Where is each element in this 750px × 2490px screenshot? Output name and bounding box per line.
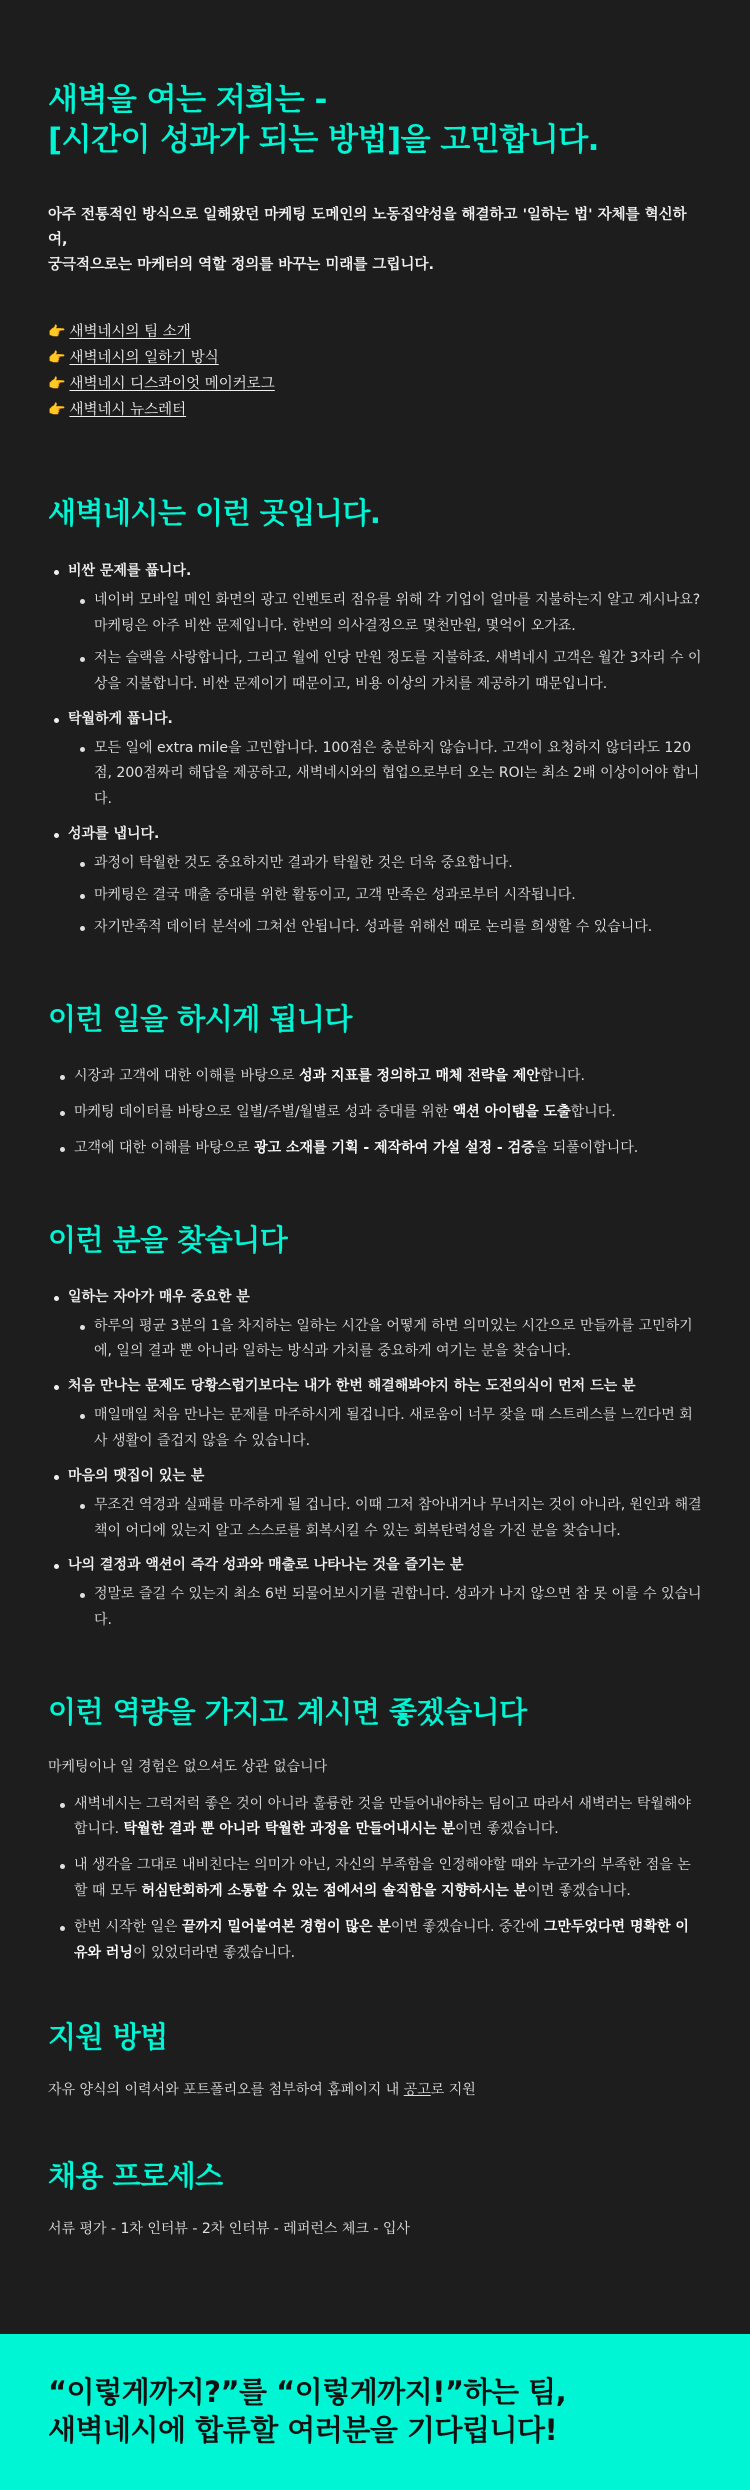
text-part: 합니다. [539,1068,585,1085]
text-part: 한번 시작한 일은 [74,1919,183,1936]
text-bold: 끝까지 밀어붙여본 경험이 많은 분 [182,1919,391,1936]
about-title: 새벽네시는 이런 곳입니다. [48,495,381,530]
list-item [74,1136,702,1162]
sub-list-item: 저는 슬랙을 사랑합니다, 그리고 월에 인당 만원 정도를 지불하죠. 새벽네시 고객은 월간 3자리 수 이상을 지불합니다. 비싼 문제이기 때문이고, 비용 이상의 가치를 제공하기 때문입니다. [94,646,702,698]
intro-line-1: 아주 전통적인 방식으로 일해왔던 마케팅 도메인의 노동집약성을 해결하고 '일하는 법' 자체를 혁신하여, [48,206,687,248]
list-item-head: 탁월하게 풉니다. [68,710,173,727]
sub-list-item: 네이버 모바일 메인 화면의 광고 인벤토리 점유를 위해 각 기업이 얼마를 지불하는지 알고 계시나요? 마케팅은 아주 비싼 문제입니다. 한번의 의사결정으로 몇천만원, 몇억이 오가죠. [94,588,702,640]
text-part: 고객에 대한 이해를 바탕으로 [74,1140,255,1157]
pointing-hand-icon: 👉 [48,349,66,366]
list-item-head: 비싼 문제를 풉니다. [68,563,192,580]
apply-title: 지원 방법 [48,2019,168,2054]
list-item [74,1792,702,1844]
list-item [68,823,702,940]
sub-list-item: 모든 일에 extra mile을 고민합니다. 100점은 충분하지 않습니다. 고객이 요청하지 않더라도 120점, 200점짜리 해답을 제공하고, 새벽네시와의 협업으로부터 오는 ROI는 최소 2배 이상이어야 합니다. [94,736,702,814]
apply-text [48,2079,702,2103]
list-item [68,560,702,697]
sub-list [68,588,702,698]
work-section [48,1001,702,1162]
text-part: 이면 좋겠습니다. [455,1821,559,1838]
link-item [48,345,702,371]
text-part: 자유 양식의 이력서와 포트폴리오를 첨부하여 홈페이지 내 [48,2081,404,2098]
text-part: 내 생각을 그대로 내비친다는 의미가 아닌, 자신의 부족함을 인정해야할 때와 누군가의 부족한 점을 논할 때 모두 [74,1857,691,1900]
text-part: 합니다. [570,1104,616,1121]
plus-title: 이런 역량을 가지고 계시면 좋겠습니다 [48,1695,527,1730]
link-item [48,319,702,345]
list-item [68,708,702,813]
text-part: 시장과 고객에 대한 이해를 바탕으로 [74,1068,300,1085]
text-bold: 탁월한 결과 뿐 아니라 탁월한 과정을 만들어내시는 분 [123,1821,456,1838]
about-list [48,560,702,940]
text-bold: 그만두었다면 명확한 이유와 러닝 [74,1919,689,1961]
list-item-head: 성과를 냅니다. [68,826,160,843]
link-item [48,397,702,423]
text-bold: 성과 지표를 정의하고 매체 전략을 제안 [299,1068,540,1085]
sub-list [68,1582,702,1634]
sub-list-item: 무조건 역경과 실패를 마주하게 될 겁니다. 이때 그저 참아내거나 무너지는 것이 아니라, 원인과 해결책이 어디에 있는지 알고 스스로를 회복시킬 수 있는 회복탄력성을 가진 분을 찾습니다. [94,1493,702,1545]
link-team-intro[interactable]: 새벽네시의 팀 소개 [69,323,191,340]
text-part: 마케팅 데이터를 바탕으로 일별/주별/월별로 성과 증대를 위한 [74,1104,453,1121]
text-part: 이면 좋겠습니다. 중간에 [390,1919,544,1936]
list-item-head: 마음의 맷집이 있는 분 [68,1467,205,1484]
footer-title [48,2374,702,2449]
list-item [68,1375,702,1455]
list-item [74,1100,702,1126]
job-posting-link[interactable]: 공고 [403,2081,431,2098]
sub-list [68,1493,702,1545]
text-part: 이 있었더라면 좋겠습니다. [132,1945,296,1961]
plus-list [48,1792,702,1967]
footer-banner [0,2334,750,2490]
sub-list [68,1403,702,1455]
sub-list-item: 마케팅은 결국 매출 증대를 위한 활동이고, 고객 만족은 성과로부터 시작됩니다. [94,883,702,909]
pointing-hand-icon: 👉 [48,375,66,392]
list-item [68,1286,702,1366]
sub-list-item: 과정이 탁월한 것도 중요하지만 결과가 탁월한 것은 더욱 중요합니다. [94,851,702,877]
intro-line-2: 궁극적으로는 마케터의 역할 정의를 바꾸는 미래를 그립니다. [48,257,434,274]
link-newsletter[interactable]: 새벽네시 뉴스레터 [69,401,187,418]
plus-section [48,1694,702,1967]
work-title: 이런 일을 하시게 됩니다 [48,1001,352,1036]
text-part: 을 되풀이합니다. [534,1140,639,1157]
intro-text [48,203,702,279]
seek-list [48,1286,702,1634]
text-part: 새벽네시는 그럭저럭 좋은 것이 아니라 훌륭한 것을 만들어내야하는 팀이고 따라서 새벽러는 탁월해야합니다. [74,1795,691,1838]
sub-list-item: 정말로 즐길 수 있는지 최소 6번 되물어보시기를 권합니다. 성과가 나지 않으면 참 못 이룰 수 있습니다. [94,1582,702,1634]
list-item-head: 나의 결정과 액션이 즉각 성과와 매출로 나타나는 것을 즐기는 분 [68,1557,464,1574]
plus-lead: 마케팅이나 일 경험은 없으셔도 상관 없습니다 [48,1758,328,1775]
footer-line-1: “이렇게까지?”를 “이렇게까지!”하는 팀, [48,2375,567,2409]
apply-section [48,2019,702,2102]
seek-section [48,1222,702,1634]
list-item-head: 처음 만나는 문제도 당황스럽기보다는 내가 한번 해결해봐야지 하는 도전의식이 먼저 드는 분 [68,1378,636,1395]
sub-list [68,1314,702,1366]
link-item [48,371,702,397]
process-section [48,2158,702,2241]
text-part: 이면 좋겠습니다. [527,1883,631,1900]
text-bold: 허심탄회하게 소통할 수 있는 점에서의 솔직함을 지향하시는 분 [141,1883,528,1900]
pointing-hand-icon: 👉 [48,401,66,418]
about-section [48,495,702,941]
list-item [74,1064,702,1090]
link-maker-log[interactable]: 새벽네시 디스콰이엇 메이커로그 [69,375,275,392]
list-item [74,1915,702,1967]
link-work-style[interactable]: 새벽네시의 일하기 방식 [69,349,219,366]
seek-title: 이런 분을 찾습니다 [48,1223,288,1258]
process-title: 채용 프로세스 [48,2159,223,2194]
text-part: 로 지원 [430,2081,476,2098]
sub-list [68,851,702,941]
text-bold: 액션 아이템을 도출 [452,1104,571,1121]
work-list [48,1064,702,1162]
list-item [68,1465,702,1545]
process-text: 서류 평가 - 1차 인터뷰 - 2차 인터뷰 - 레퍼런스 체크 - 입사 [48,2221,410,2238]
hero-line-2: [시간이 성과가 되는 방법]을 고민합니다. [48,122,599,159]
list-item [68,1554,702,1634]
sub-list-item: 하루의 평균 3분의 1을 차지하는 일하는 시간을 어떻게 하면 의미있는 시간으로 만들까를 고민하기에, 일의 결과 뿐 아니라 일하는 방식과 가치를 중요하게 여기는 분을 찾습니다. [94,1314,702,1366]
hero-line-1: 새벽을 여는 저희는 - [48,82,327,118]
list-item [74,1853,702,1905]
footer-line-2: 새벽네시에 합류할 여러분을 기다립니다! [48,2412,558,2447]
sub-list-item: 매일매일 처음 만나는 문제를 마주하시게 될겁니다. 새로움이 너무 잦을 때 스트레스를 느낀다면 회사 생활이 즐겁지 않을 수 있습니다. [94,1403,702,1455]
sub-list [68,736,702,814]
hero-title [48,80,702,161]
link-list [48,319,702,423]
list-item-head: 일하는 자아가 매우 중요한 분 [68,1288,250,1305]
text-bold: 광고 소재를 기획 - 제작하여 가설 설정 - 검증 [254,1140,535,1157]
sub-list-item: 자기만족적 데이터 분석에 그쳐선 안됩니다. 성과를 위해선 때로 논리를 희생할 수 있습니다. [94,915,702,941]
pointing-hand-icon: 👉 [48,323,66,340]
